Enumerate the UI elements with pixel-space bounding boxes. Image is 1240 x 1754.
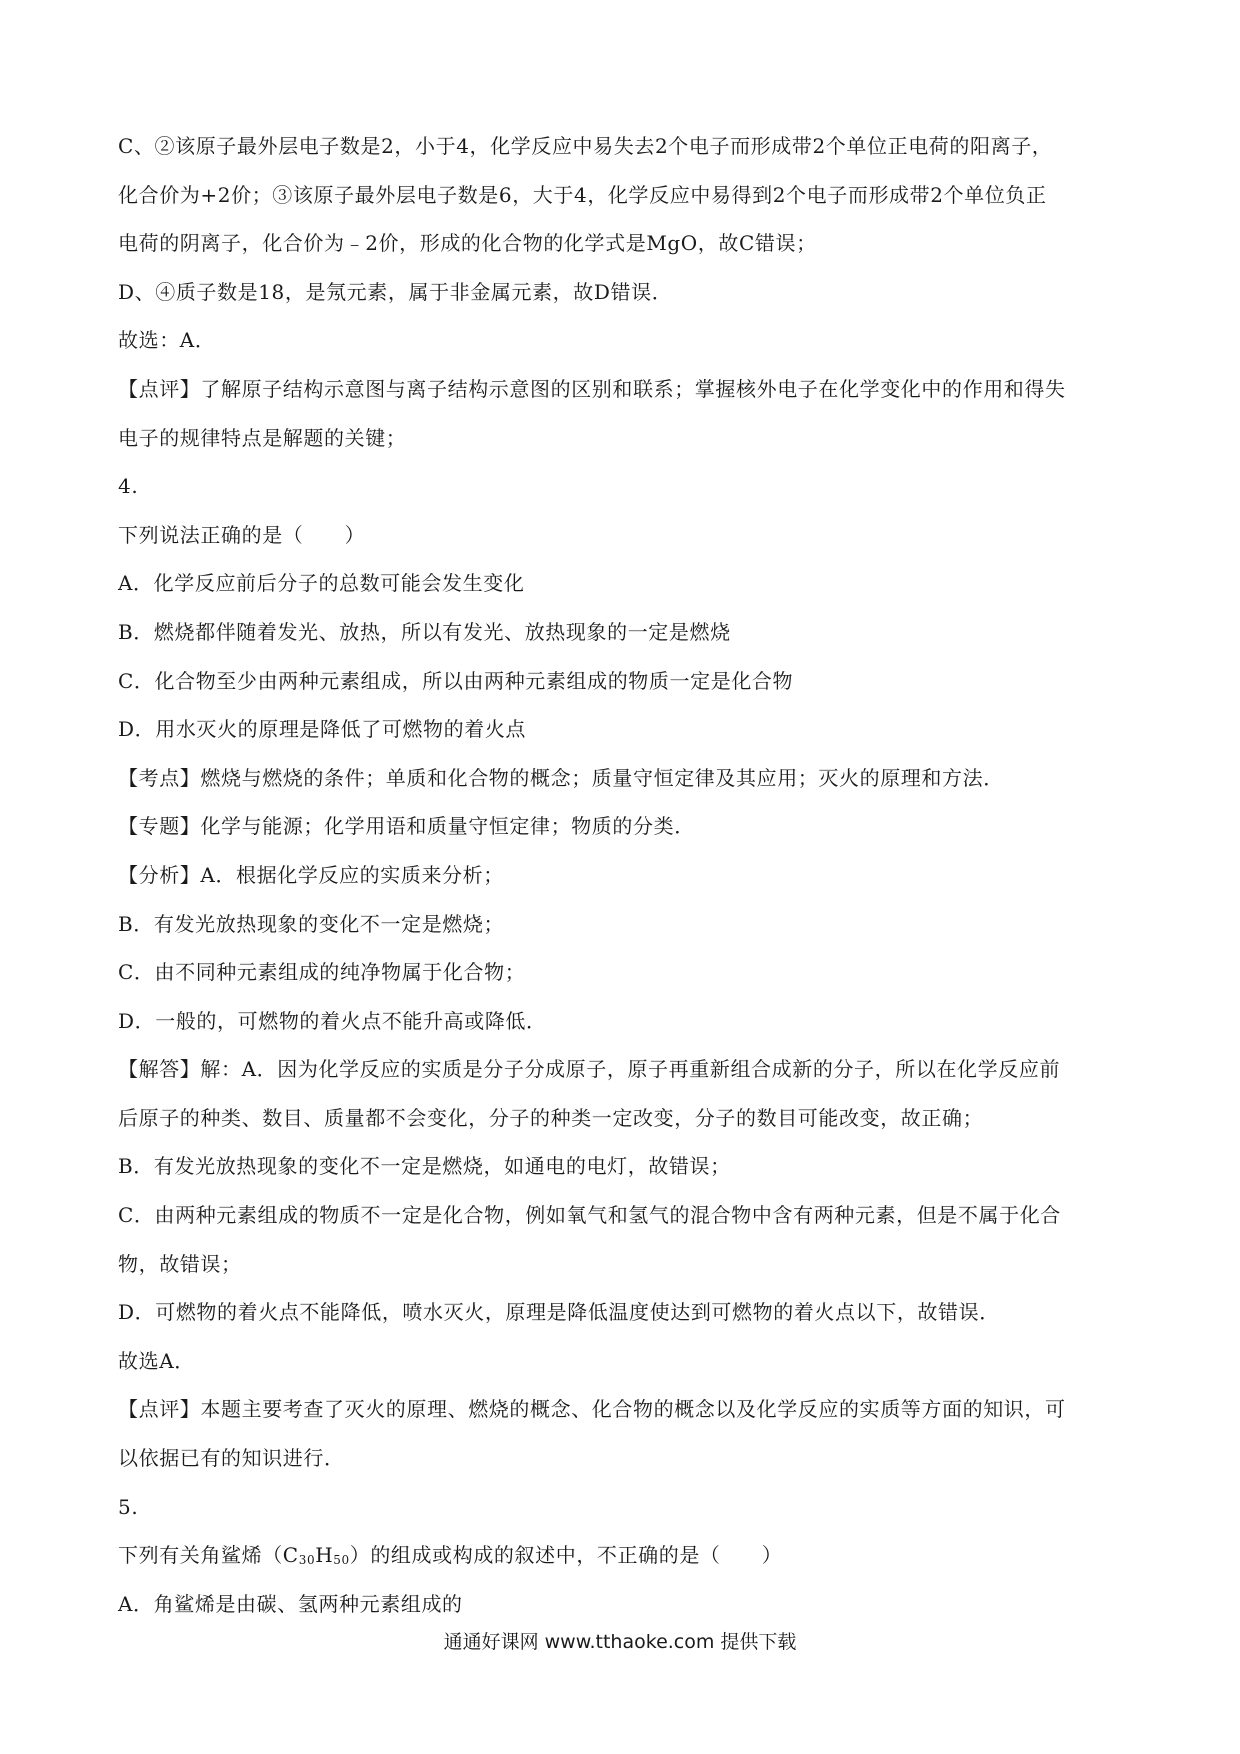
option-d: D．用水灭火的原理是降低了可燃物的着火点 [118,717,527,742]
text-line: 化合价为+2价；③该原子最外层电子数是6，大于4，化学反应中易得到2个电子而形成带2个单位负正 [118,182,1047,207]
comment-line: 电子的规律特点是解题的关键； [118,425,407,450]
answer-line: 物，故错误； [118,1251,242,1276]
document-body [118,122,1128,1628]
subscript-50: 50 [333,1553,350,1568]
option-a: A．化学反应前后分子的总数可能会发生变化 [118,571,525,596]
stem-after: ）的组成或构成的叙述中，不正确的是（ ） [349,1543,783,1568]
answer-line: D．可燃物的着火点不能降低，喷水灭火，原理是降低温度使达到可燃物的着火点以下，故错误． [118,1300,1000,1325]
question-stem [118,1531,1128,1580]
text-line: 电荷的阴离子，化合价为﹣2价，形成的化合物的化学式是MgO，故C错误； [118,231,817,256]
comment-line: 以依据已有的知识进行． [118,1446,345,1471]
option-c: C．化合物至少由两种元素组成，所以由两种元素组成的物质一定是化合物 [118,668,794,693]
kaodian-line: 【考点】燃烧与燃烧的条件；单质和化合物的概念；质量守恒定律及其应用；灭火的原理和方法． [118,765,1004,790]
analysis-line: 【分析】A．根据化学反应的实质来分析； [118,862,504,887]
comment-line: 【点评】本题主要考查了灭火的原理、燃烧的概念、化合物的概念以及化学反应的实质等方面的知识，可 [118,1397,1066,1422]
question-number: 5. [118,1494,139,1519]
stem-h: H [315,1543,334,1568]
zhuanti-line: 【专题】化学与能源；化学用语和质量守恒定律；物质的分类． [118,814,695,839]
text-line: D、④质子数是18，是氖元素，属于非金属元素，故D错误． [118,279,673,304]
analysis-line: D．一般的，可燃物的着火点不能升高或降低． [118,1008,547,1033]
answer-line: C．由两种元素组成的物质不一定是化合物，例如氧气和氢气的混合物中含有两种元素，但是不属于化合 [118,1203,1061,1228]
comment-line: 【点评】了解原子结构示意图与离子结构示意图的区别和联系；掌握核外电子在化学变化中的作用和得失 [118,376,1066,401]
footer-watermark: 通通好课网 www.tthaoke.com 提供下载 [443,1631,797,1653]
text-line: 故选：A． [118,328,216,353]
text-line: C、②该原子最外层电子数是2，小于4，化学反应中易失去2个电子而形成带2个单位正电荷的阳离子， [118,134,1053,158]
answer-choice: 故选A． [118,1348,195,1373]
answer-line: 后原子的种类、数目、质量都不会变化，分子的种类一定改变，分子的数目可能改变，故正确； [118,1105,984,1130]
question-stem: 下列说法正确的是（ ） [118,522,366,547]
subscript-30: 30 [298,1553,316,1568]
answer-line: 【解答】解：A．因为化学反应的实质是分子分成原子，原子再重新组合成新的分子，所以在化学反应前 [118,1057,1061,1082]
analysis-line: C．由不同种元素组成的纯净物属于化合物； [118,960,526,985]
analysis-line: B．有发光放热现象的变化不一定是燃烧； [118,911,505,936]
stem-before: 下列有关角鲨烯（C [118,1543,299,1568]
question-number: 4. [118,474,139,499]
option-b: B．燃烧都伴随着发光、放热，所以有发光、放热现象的一定是燃烧 [118,619,731,644]
option-a: A．角鲨烯是由碳、氢两种元素组成的 [118,1591,463,1616]
answer-line: B．有发光放热现象的变化不一定是燃烧，如通电的电灯，故错误； [118,1154,731,1179]
